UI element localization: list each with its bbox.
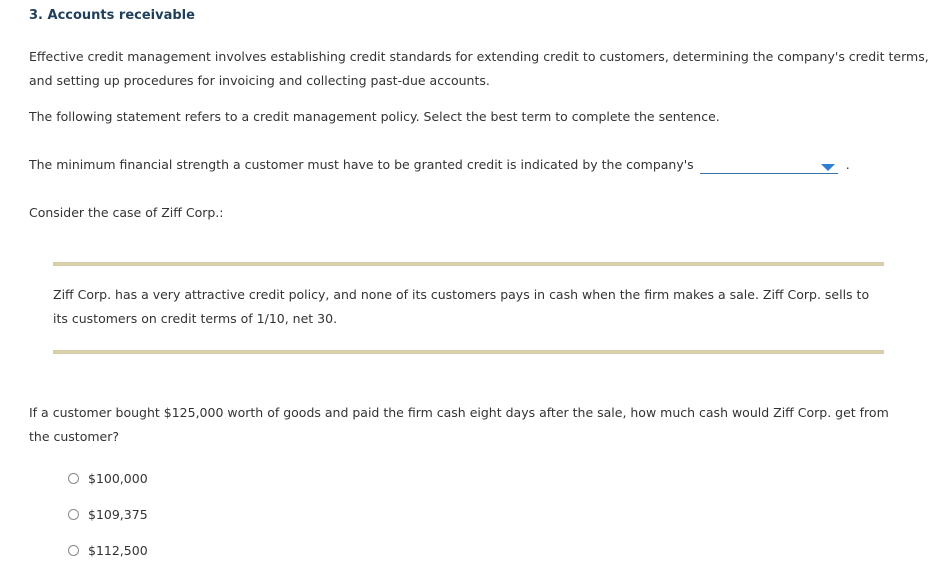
caret-down-icon — [821, 164, 835, 171]
statement-sentence — [29, 153, 850, 177]
case-top-divider — [53, 262, 884, 266]
option-label: $109,375 — [88, 507, 148, 522]
intro-paragraph: Effective credit management involves establishing credit standards for extending credit to customers, determining the company's credit terms, and setting up procedures for invoicing and collecting past-due accounts. — [29, 49, 929, 88]
option-label: $112,500 — [88, 543, 148, 558]
radio-button[interactable] — [68, 473, 79, 484]
answer-option[interactable] — [68, 471, 148, 486]
section-title: 3. Accounts receivable — [29, 8, 195, 23]
statement-period: . — [845, 157, 850, 172]
instruction-text: The following statement refers to a credit management policy. Select the best term to complete the sentence. — [29, 109, 720, 124]
consider-text: Consider the case of Ziff Corp.: — [29, 205, 224, 220]
radio-button[interactable] — [68, 545, 79, 556]
radio-button[interactable] — [68, 509, 79, 520]
case-bottom-divider — [53, 350, 884, 354]
answer-option[interactable] — [68, 543, 148, 558]
option-label: $100,000 — [88, 471, 148, 486]
statement-text: The minimum financial strength a customer must have to be granted credit is indicated by the company's — [29, 157, 694, 172]
question-text: If a customer bought $125,000 worth of goods and paid the firm cash eight days after the sale, how much cash would Ziff Corp. get from the customer? — [29, 405, 889, 444]
credit-term-dropdown[interactable] — [700, 157, 838, 174]
answer-option[interactable] — [68, 507, 148, 522]
case-description: Ziff Corp. has a very attractive credit policy, and none of its customers pays in cash when the firm makes a sale. Ziff Corp. sells to its customers on credit terms of 1/10, net 30. — [53, 287, 870, 326]
